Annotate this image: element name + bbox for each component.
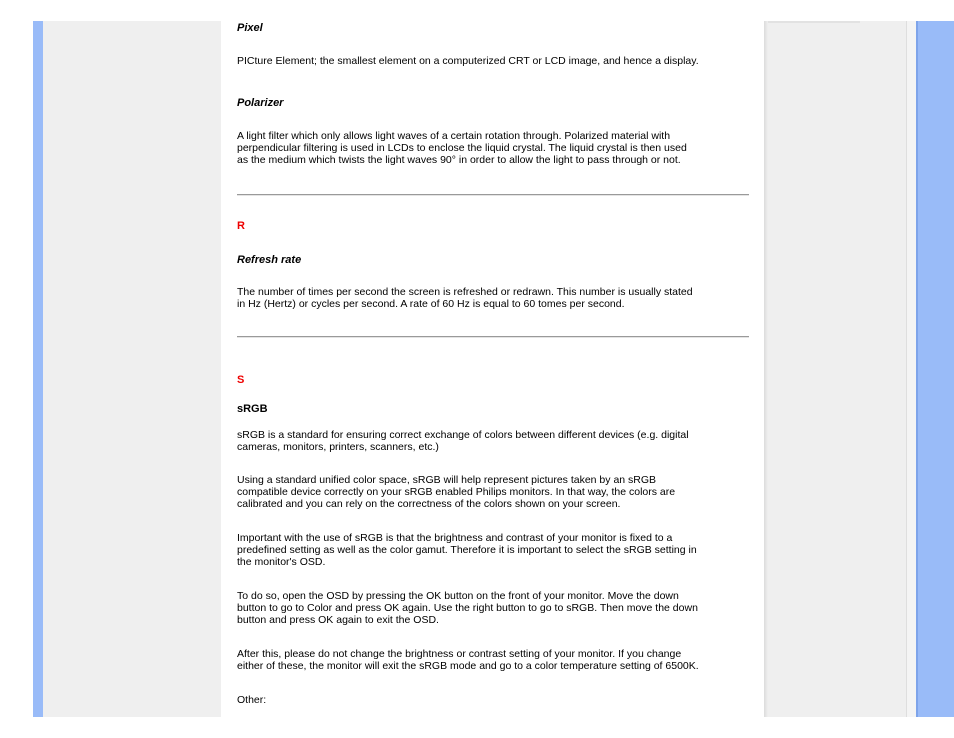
paragraph-line: calibrated and you can rely on the correctness of the colors shown on your screen. — [237, 498, 621, 510]
definition-line: The number of times per second the screen is refreshed or redrawn. This number is usually stated — [237, 286, 693, 298]
section-letter-s: S — [237, 374, 245, 386]
paragraph-line: To do so, open the OSD by pressing the OK button on the front of your monitor. Move the down — [237, 590, 679, 602]
right-blue-bar — [916, 21, 954, 717]
srgb-paragraph-3 — [237, 532, 752, 568]
definition-refresh-rate — [237, 286, 752, 310]
right-sidebar-top-line — [768, 21, 860, 23]
term-srgb: sRGB — [237, 403, 268, 415]
definition-polarizer — [237, 130, 752, 166]
section-divider — [237, 336, 749, 338]
paragraph-line: predefined setting as well as the color gamut. Therefore it is important to select the sRGB setting in — [237, 544, 697, 556]
srgb-paragraph-4 — [237, 590, 752, 626]
paragraph-line: compatible device correctly on your sRGB enabled Philips monitors. In that way, the colors are — [237, 486, 676, 498]
section-divider — [237, 194, 749, 196]
paragraph-line: the monitor's OSD. — [237, 556, 326, 568]
srgb-paragraph-2 — [237, 474, 752, 510]
other-label: Other: — [237, 694, 267, 706]
srgb-paragraph-5 — [237, 648, 752, 672]
paragraph-line: Using a standard unified color space, sRGB will help represent pictures taken by an sRGB — [237, 474, 657, 486]
paragraph-line: cameras, monitors, printers, scanners, etc.) — [237, 441, 439, 453]
left-sidebar — [43, 21, 221, 717]
right-sidebar — [768, 21, 906, 717]
paragraph-line: Important with the use of sRGB is that the brightness and contrast of your monitor is fixed to a — [237, 532, 673, 544]
paragraph-line: button to go to Color and press OK again. Use the right button to go to sRGB. Then move the down — [237, 602, 698, 614]
definition-pixel: PICture Element; the smallest element on a computerized CRT or LCD image, and hence a display. — [237, 55, 699, 67]
definition-line: as the medium which twists the light waves 90° in order to allow the light to pass through or not. — [237, 154, 681, 166]
section-letter-r: R — [237, 220, 245, 232]
term-refresh-rate: Refresh rate — [237, 254, 302, 266]
definition-line: in Hz (Hertz) or cycles per second. A rate of 60 Hz is equal to 60 tomes per second. — [237, 298, 625, 310]
term-polarizer: Polarizer — [237, 97, 284, 109]
paragraph-line: After this, please do not change the brightness or contrast setting of your monitor. If you change — [237, 648, 682, 660]
definition-line: perpendicular filtering is used in LCDs to enclose the liquid crystal. The liquid crystal is then used — [237, 142, 687, 154]
paragraph-line: sRGB is a standard for ensuring correct exchange of colors between different devices (e.g. digital — [237, 429, 689, 441]
term-pixel: Pixel — [237, 22, 263, 34]
definition-line: A light filter which only allows light waves of a certain rotation through. Polarized material with — [237, 130, 671, 142]
srgb-paragraph-1 — [237, 429, 752, 453]
paragraph-line: either of these, the monitor will exit the sRGB mode and go to a color temperature setting of 6500K. — [237, 660, 699, 672]
paragraph-line: button and press OK again to exit the OSD. — [237, 614, 439, 626]
left-blue-bar — [33, 21, 43, 717]
